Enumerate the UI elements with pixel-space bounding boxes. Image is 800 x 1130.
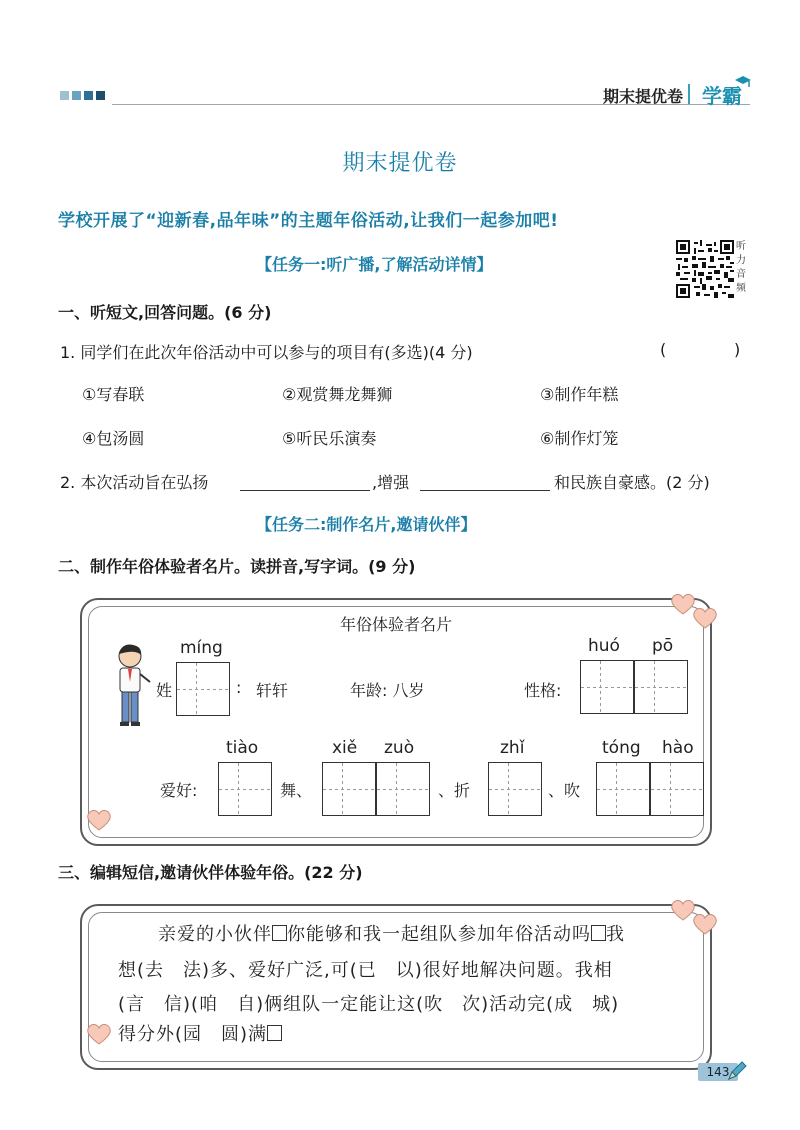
answer-paren-left: (	[660, 340, 667, 359]
write-box-zhi[interactable]	[488, 762, 542, 816]
option-6: ⑥制作灯笼	[540, 429, 619, 448]
header-separator	[688, 84, 690, 104]
answer-field[interactable]	[672, 340, 730, 360]
sms-line-2[interactable]: 想(去 法)多、爱好广泛,可(已 以)很好地解决问题。我相	[118, 960, 613, 981]
write-box-tiao[interactable]	[218, 762, 272, 816]
section1-title: 一、听短文,回答问题。(6 分)	[58, 303, 272, 322]
write-box-ming[interactable]	[176, 662, 230, 716]
pinyin-zuo: zuò	[384, 738, 415, 758]
blank-2[interactable]	[420, 470, 550, 491]
sms-line-4[interactable]: 得分外(园 圆)满	[118, 1020, 282, 1046]
label-aihao: 爱好:	[160, 781, 198, 800]
section2-title: 二、制作年俗体验者名片。读拼音,写字词。(9 分)	[58, 557, 416, 576]
task1-heading: 【任务一:听广播,了解活动详情】	[256, 255, 493, 274]
pencil-icon	[726, 1060, 748, 1082]
qr-label: 听 力 音 频	[736, 241, 746, 294]
sms-line-3[interactable]: (言 信)(咱 自)俩组队一定能让这(吹 次)活动完(成 城)	[118, 994, 620, 1015]
header-squares	[60, 91, 105, 100]
page-number: 143	[698, 1063, 738, 1081]
task2-heading: 【任务二:制作名片,邀请伙伴】	[256, 515, 477, 534]
blank-1[interactable]	[240, 470, 370, 491]
write-box-zuo[interactable]	[376, 762, 430, 816]
write-box-po[interactable]	[634, 660, 688, 714]
text-zhe: 、折	[438, 781, 471, 800]
write-box-tong[interactable]	[596, 762, 650, 816]
header-label: 期末提优卷	[602, 87, 683, 106]
colon: :	[236, 678, 242, 697]
pinyin-hao: hào	[662, 738, 694, 758]
option-5: ⑤听民乐演奏	[282, 429, 377, 448]
pinyin-tong: tóng	[602, 738, 641, 758]
heart-icon	[692, 912, 718, 936]
card-title: 年俗体验者名片	[340, 615, 453, 634]
label-xing: 姓	[156, 681, 173, 700]
answer-paren-right: )	[734, 340, 741, 359]
option-1: ①写春联	[82, 385, 145, 404]
text-chui: 、吹	[548, 781, 581, 800]
write-box-xie[interactable]	[322, 762, 376, 816]
pinyin-ming: míng	[180, 638, 223, 658]
name-value: 轩轩	[256, 681, 289, 700]
punct-box[interactable]	[272, 925, 287, 941]
pinyin-po: pō	[652, 636, 674, 656]
text-wu: 舞、	[280, 781, 313, 800]
intro-text: 学校开展了“迎新春,品年味”的主题年俗活动,让我们一起参加吧!	[58, 211, 559, 231]
heart-icon	[692, 606, 718, 630]
qr-code-icon[interactable]	[676, 240, 734, 298]
pinyin-xie: xiě	[332, 738, 358, 758]
heart-icon	[86, 808, 112, 832]
pinyin-zhi: zhǐ	[500, 738, 525, 758]
question2-suffix: 和民族自豪感。(2 分)	[554, 473, 710, 492]
question2-mid: ,增强	[372, 473, 410, 492]
brand-logo: 学霸	[702, 84, 742, 108]
age-text: 年龄: 八岁	[350, 681, 425, 700]
pinyin-tiao: tiào	[226, 738, 259, 758]
page-title: 期末提优卷	[342, 151, 458, 176]
heart-icon	[86, 1022, 112, 1046]
option-2: ②观赏舞龙舞狮	[282, 385, 393, 404]
punct-box[interactable]	[267, 1025, 282, 1041]
sms-line-1: 亲爱的小伙伴 你能够和我一起组队参加年俗活动吗 我	[158, 924, 625, 945]
punct-box[interactable]	[591, 925, 606, 941]
question2-prefix: 2. 本次活动旨在弘扬	[60, 473, 209, 492]
graduation-cap-icon	[734, 74, 752, 88]
write-box-huo[interactable]	[580, 660, 634, 714]
question1-text: 1. 同学们在此次年俗活动中可以参与的项目有(多选)(4 分)	[60, 343, 473, 362]
option-4: ④包汤圆	[82, 429, 145, 448]
label-xingge: 性格:	[524, 681, 562, 700]
pinyin-huo: huó	[588, 636, 620, 656]
option-3: ③制作年糕	[540, 385, 619, 404]
write-box-hao[interactable]	[650, 762, 704, 816]
boy-illustration	[110, 642, 154, 728]
section3-title: 三、编辑短信,邀请伙伴体验年俗。(22 分)	[58, 863, 363, 882]
